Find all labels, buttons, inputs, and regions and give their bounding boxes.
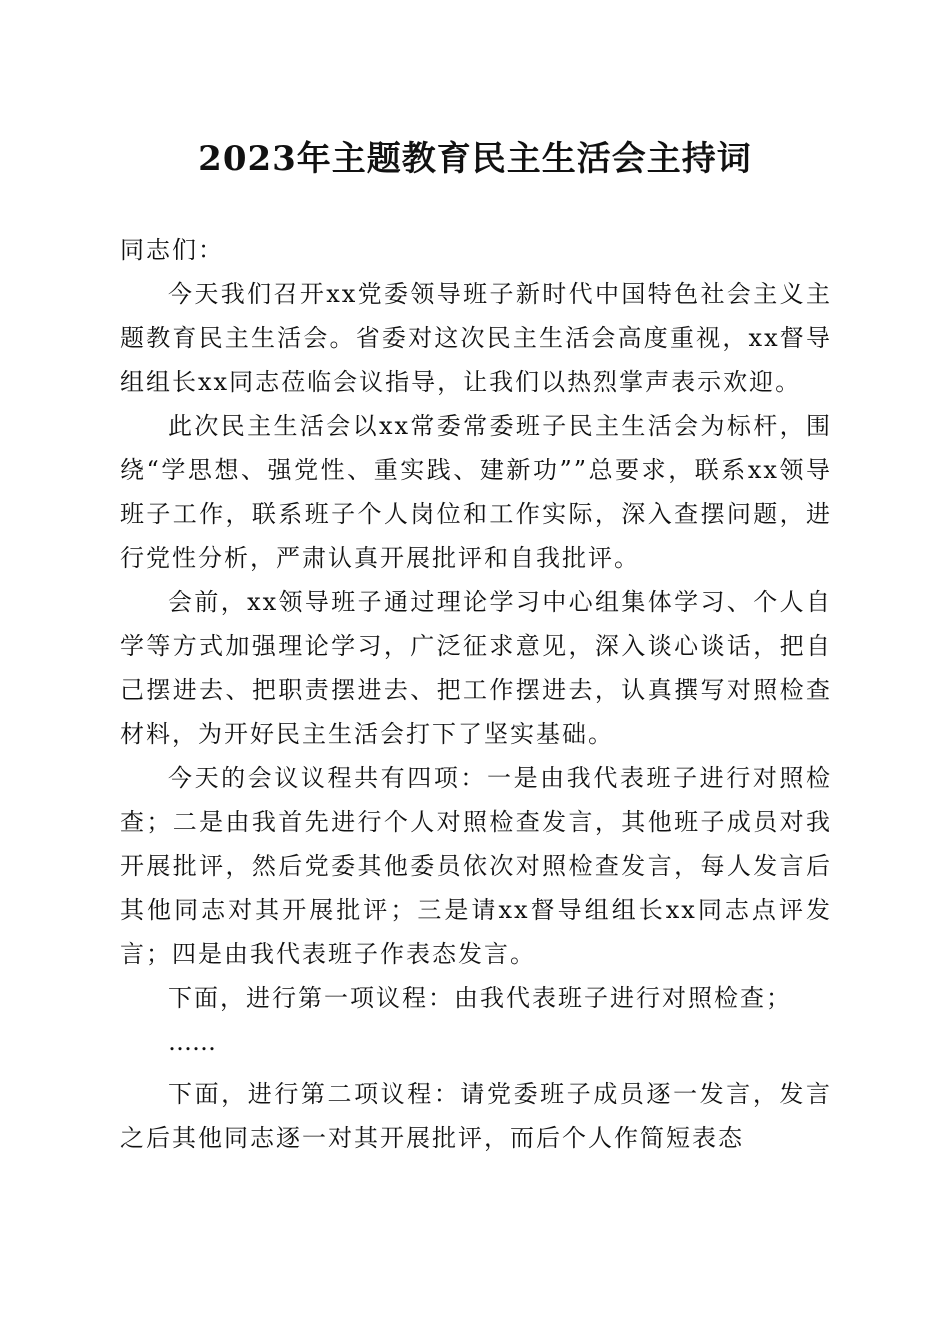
document-body — [120, 228, 832, 1160]
paragraph-agenda: 今天的会议议程共有四项：一是由我代表班子进行对照检查；二是由我首先进行个人对照检查发言，其他班子成员对我开展批评，然后党委其他委员依次对照检查发言，每人发言后其他同志对其开展批评；三是请xx督导组组长xx同志点评发言；四是由我代表班子作表态发言。 — [120, 764, 832, 968]
paragraph-opening: 今天我们召开xx党委领导班子新时代中国特色社会主义主题教育民主生活会。省委对这次民主生活会高度重视，xx督导组组长xx同志莅临会议指导，让我们以热烈掌声表示欢迎。 — [120, 280, 832, 396]
paragraph-second-item: 下面，进行第二项议程：请党委班子成员逐一发言，发言之后其他同志逐一对其开展批评，而后个人作简短表态 — [120, 1080, 832, 1152]
document-title: 2023年主题教育民主生活会主持词 — [198, 139, 752, 179]
salutation: 同志们： — [120, 236, 224, 264]
ellipsis: …… — [168, 1028, 216, 1056]
paragraph-preparation: 会前，xx领导班子通过理论学习中心组集体学习、个人自学等方式加强理论学习，广泛征求意见，深入谈心谈话，把自己摆进去、把职责摆进去、把工作摆进去，认真撰写对照检查材料，为开好民主生活会打下了坚实基础。 — [120, 588, 832, 748]
paragraph-first-item: 下面，进行第一项议程：由我代表班子进行对照检查； — [168, 984, 792, 1012]
paragraph-requirements: 此次民主生活会以xx常委常委班子民主生活会为标杆，围绕“学思想、强党性、重实践、建新功””总要求，联系xx领导班子工作，联系班子个人岗位和工作实际，深入查摆问题，进行党性分析，严肃认真开展批评和自我批评。 — [120, 412, 832, 572]
